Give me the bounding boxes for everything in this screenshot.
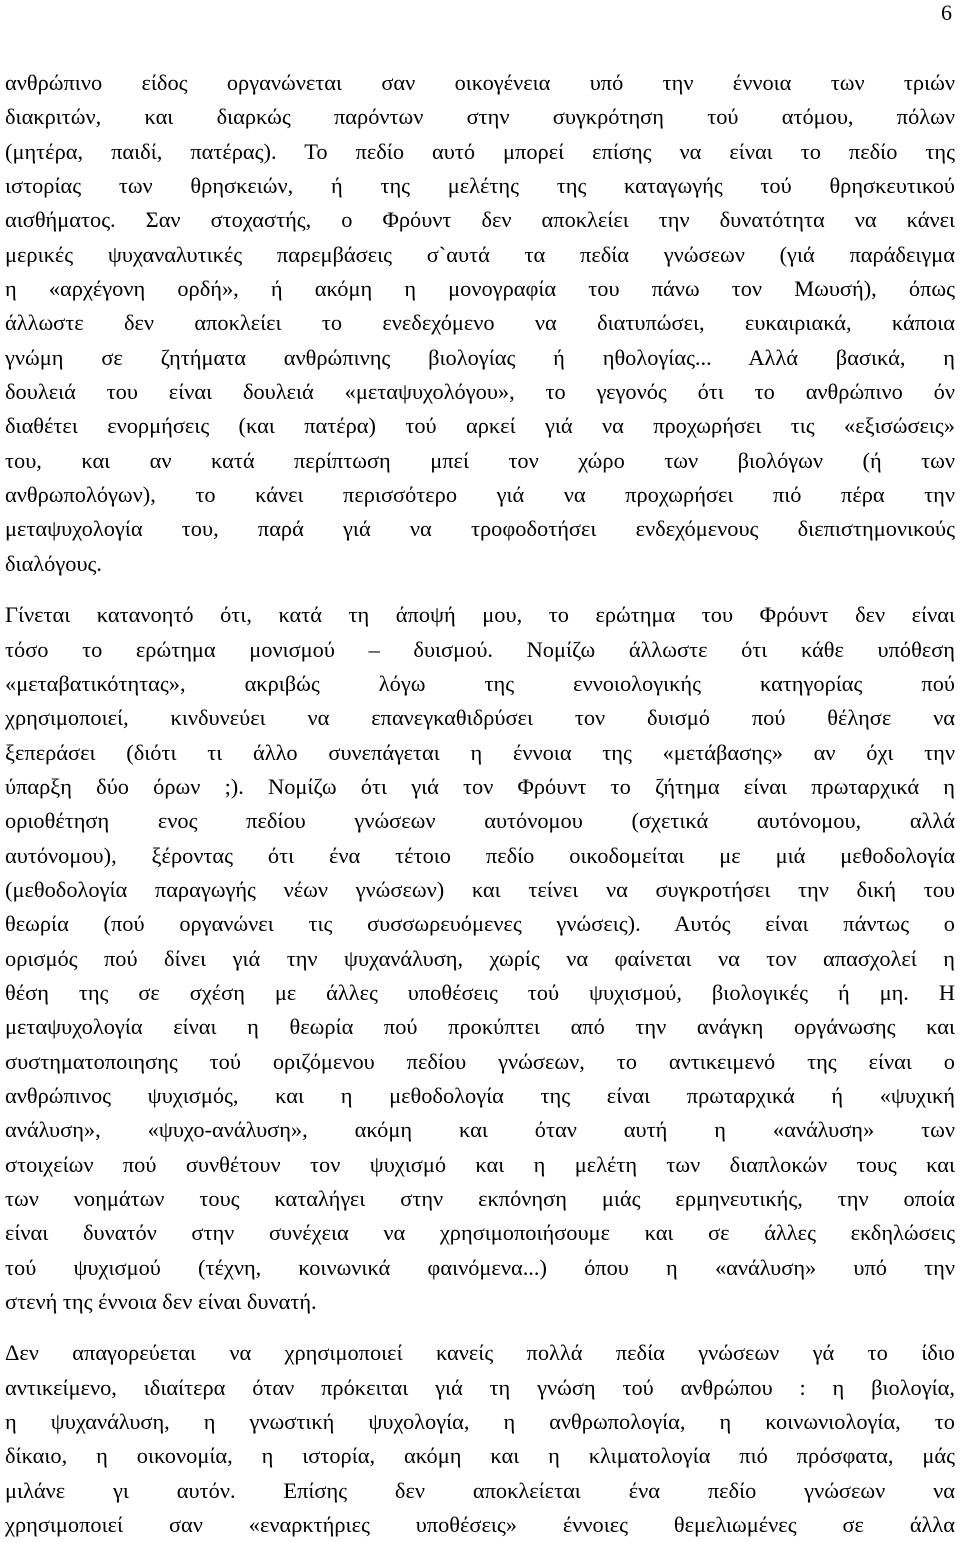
text-line: είναι δυνατόν στην συνέχεια να χρησιμοποιήσουμε και σε άλλες εκδηλώσεις — [5, 1220, 955, 1246]
paragraph-gap — [5, 1319, 955, 1336]
text-line: χρησιμοποιεί σαν «εναρκτήριες υποθέσεις» έννοιες θεμελιωμένες σε άλλα — [5, 1512, 955, 1538]
text-line: θεωρία (πού οργανώνει τις συσσωρευόμενες γνώσεις). Αυτός είναι πάντως ο — [5, 911, 955, 937]
text-line: αντικείμενο, ιδιαίτερα όταν πρόκειται γιά τη γνώση τού ανθρώπου : η βιολογία, — [5, 1374, 955, 1400]
text-line: η ψυχανάλυση, η γνωστική ψυχολογία, η ανθρωπολογία, η κοινωνιολογία, το — [5, 1409, 955, 1435]
text-line: αυτόνομου), ξέροντας ότι ένα τέτοιο πεδίο οικοδομείται με μιά μεθοδολογία — [5, 842, 955, 868]
text-line: (μητέρα, παιδί, πατέρας). Το πεδίο αυτό μπορεί επίσης να είναι το πεδίο της — [5, 138, 955, 164]
text-line: του, και αν κατά περίπτωση μπεί τον χώρο των βιολόγων (ή των — [5, 447, 955, 473]
text-line: δουλειά του είναι δουλειά «μεταψυχολόγου», το γεγονός ότι το ανθρώπινο όν — [5, 379, 955, 405]
text-line: τού ψυχισμού (τέχνη, κοινωνικά φαινόμενα...) όπου η «ανάλυση» υπό την — [5, 1254, 955, 1280]
text-line: οριοθέτηση ενος πεδίου γνώσεων αυτόνομου (σχετικά αυτόνομου, αλλά — [5, 808, 955, 834]
text-line: αισθήματος. Σαν στοχαστής, ο Φρόυντ δεν αποκλείει την δυνατότητα να κάνει — [5, 207, 955, 233]
text-line: στενή της έννοια δεν είναι δυνατή. — [5, 1289, 317, 1315]
paragraph-gap — [5, 581, 955, 598]
text-line: ύπαρξη δύο όρων ;). Νομίζω ότι γιά τον Φρόυντ το ζήτημα είναι πρωταρχικά η — [5, 773, 955, 799]
page-number: 6 — [941, 0, 952, 25]
text-line: ανθρώπινος ψυχισμός, και η μεθοδολογία της είναι πρωταρχικά ή «ψυχική — [5, 1082, 955, 1108]
text-line: άλλωστε δεν αποκλείει το ενεδεχόμενο να διατυπώσει, ευκαιριακά, κάποια — [5, 310, 955, 336]
text-line: διακριτών, και διαρκώς παρόντων στην συγκρότηση τού ατόμου, πόλων — [5, 104, 955, 130]
text-line: (μεθοδολογία παραγωγής νέων γνώσεων) και τείνει να συγκροτήσει την δική του — [5, 876, 955, 902]
paragraph — [5, 598, 955, 1319]
text-line: ανθρωπολόγων), το κάνει περισσότερο γιά να προχωρήσει πιό πέρα την — [5, 482, 955, 508]
text-line: συστηματοποιησης τού οριζόμενου πεδίου γνώσεων, το αντικειμενό της είναι ο — [5, 1048, 955, 1074]
text-line: μεταψυχολογία του, παρά γιά να τροφοδοτήσει ενδεχόμενους διεπιστημονικούς — [5, 516, 955, 542]
text-line: των νοημάτων τους καταλήγει στην εκπόνηση μιάς ερμηνευτικής, την οποία — [5, 1186, 955, 1211]
document-body — [5, 66, 955, 1542]
text-line: η «αρχέγονη ορδή», ή ακόμη η μονογραφία του πάνω τον Μωυσή), όπως — [5, 276, 955, 302]
text-line: θέση της σε σχέση με άλλες υποθέσεις τού ψυχισμού, βιολογικές ή μη. Η — [5, 979, 955, 1005]
text-line: ανθρώπινο είδος οργανώνεται σαν οικογένεια υπό την έννοια των τριών — [5, 70, 955, 95]
text-line: μεταψυχολογία είναι η θεωρία πού προκύπτει από την ανάγκη οργάνωσης και — [5, 1014, 955, 1040]
text-line: διαθέτει ενορμήσεις (και πατέρα) τού αρκεί γιά να προχωρήσει τις «εξισώσεις» — [5, 413, 955, 439]
paragraph — [5, 1336, 955, 1542]
text-line: διαλόγους. — [5, 550, 102, 576]
text-line: στοιχείων πού συνθέτουν τον ψυχισμό και η μελέτη των διαπλοκών τους και — [5, 1151, 955, 1177]
text-line: χρησιμοποιεί, κινδυνεύει να επανεγκαθιδρύσει τον δυισμό πού θέλησε να — [5, 705, 955, 731]
text-line: ιστορίας των θρησκειών, ή της μελέτης της καταγωγής τού θρησκευτικού — [5, 173, 955, 199]
text-line: γνώμη σε ζητήματα ανθρώπινης βιολογίας ή ηθολογίας... Αλλά βασικά, η — [5, 344, 955, 370]
text-line: μιλάνε γι αυτόν. Επίσης δεν αποκλείεται ένα πεδίο γνώσεων να — [5, 1477, 955, 1503]
text-line: ξεπεράσει (διότι τι άλλο συνεπάγεται η έννοια της «μετάβασης» αν όχι την — [5, 739, 955, 765]
text-line: Δεν απαγορεύεται να χρησιμοποιεί κανείς πολλά πεδία γνώσεων γά το ίδιο — [5, 1340, 955, 1366]
text-line: ανάλυση», «ψυχο-ανάλυση», ακόμη και όταν αυτή η «ανάλυση» των — [5, 1117, 955, 1143]
text-line: «μεταβατικότητας», ακριβώς λόγω της εννοιολογικής κατηγορίας πού — [5, 670, 955, 696]
text-line: δίκαιο, η οικονομία, η ιστορία, ακόμη και η κλιματολογία πιό πρόσφατα, μάς — [5, 1443, 955, 1469]
text-line: τόσο το ερώτημα μονισμού – δυισμού. Νομίζω άλλωστε ότι κάθε υπόθεση — [5, 636, 955, 662]
text-line: Γίνεται κατανοητό ότι, κατά τη άποψή μου, το ερώτημα του Φρόυντ δεν είναι — [5, 602, 955, 628]
paragraph — [5, 66, 955, 581]
text-line: μερικές ψυχαναλυτικές παρεμβάσεις σ`αυτά τα πεδία γνώσεων (γιά παράδειγμα — [5, 241, 955, 267]
text-line: ορισμός πού δίνει γιά την ψυχανάλυση, χωρίς να φαίνεται να τον απασχολεί η — [5, 945, 955, 971]
